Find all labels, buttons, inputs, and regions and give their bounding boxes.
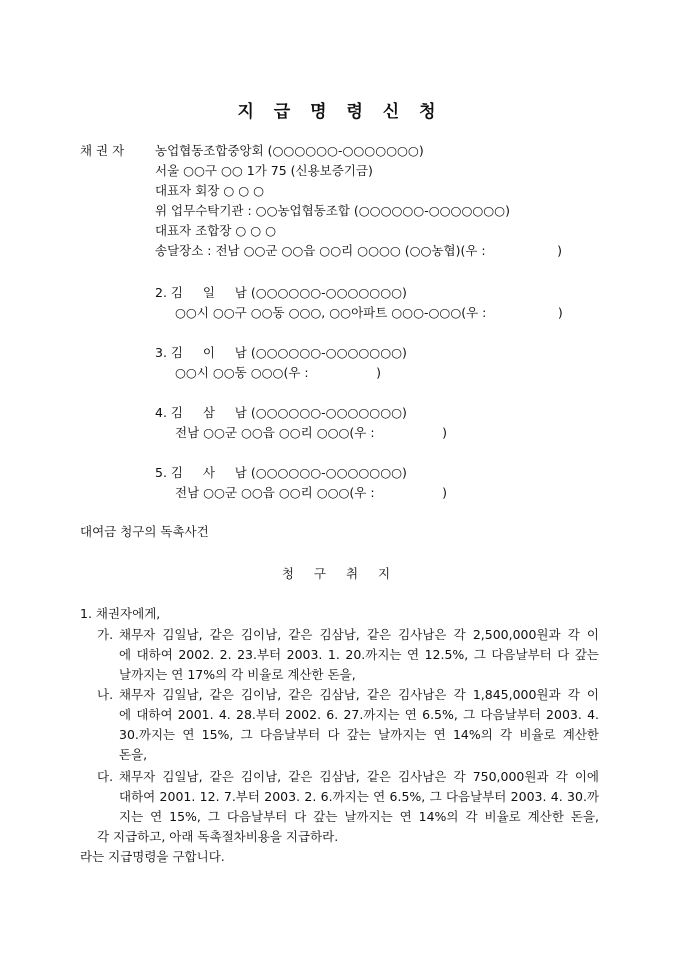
claim-item-marker: 가. bbox=[97, 627, 114, 642]
claim-item-line: 지는 연 15%, 그 다음날부터 다 갚는 날까지는 연 14%의 각 비율로 계산한 돈을, bbox=[119, 809, 599, 824]
debtor-name: 4. 김 삼 남 (○○○○○○-○○○○○○○) bbox=[155, 405, 407, 420]
creditor-label: 채 권 자 bbox=[80, 143, 125, 158]
claim-item-line: 채무자 김일남, 같은 김이남, 같은 김삼남, 같은 김사남은 각 2,500,000원과 각 이 bbox=[119, 627, 599, 642]
debtor-name: 2. 김 일 남 (○○○○○○-○○○○○○○) bbox=[155, 285, 407, 300]
debtor-name: 3. 김 이 남 (○○○○○○-○○○○○○○) bbox=[155, 345, 407, 360]
debtor-address: ○○시 ○○구 ○○동 ○○○, ○○아파트 ○○○-○○○(우 : ) bbox=[175, 305, 563, 320]
claim-item-line: 30.까지는 연 15%, 그 다음날부터 다 갚는 날까지는 연 14%의 각 비율로 계산한 bbox=[119, 727, 599, 742]
creditor-line: 대표자 회장 ○ ○ ○ bbox=[155, 183, 264, 198]
debtor-address: ○○시 ○○동 ○○○(우 : ) bbox=[175, 365, 382, 380]
case-name: 대여금 청구의 독촉사건 bbox=[80, 524, 209, 539]
debtor-name: 5. 김 사 남 (○○○○○○-○○○○○○○) bbox=[155, 465, 407, 480]
claim-closing: 각 지급하고, 아래 독촉절차비용을 지급하라. bbox=[97, 829, 339, 844]
creditor-line: 대표자 조합장 ○ ○ ○ bbox=[155, 223, 277, 238]
debtor-address: 전남 ○○군 ○○읍 ○○리 ○○○(우 : ) bbox=[175, 485, 447, 500]
claim-item-line: 에 대하여 2002. 2. 23.부터 2003. 1. 20.까지는 연 12.5%, 그 다음날부터 다 갚는 bbox=[119, 647, 599, 662]
creditor-line: 송달장소 : 전남 ○○군 ○○읍 ○○리 ○○○○ (○○농협)(우 : ) bbox=[155, 243, 563, 258]
creditor-line: 농업협동조합중앙회 (○○○○○○-○○○○○○○) bbox=[155, 143, 424, 158]
claim-item-marker: 다. bbox=[97, 769, 114, 784]
claim-heading: 청 구 취 지 bbox=[281, 566, 399, 581]
creditor-line: 서울 ○○구 ○○ 1가 75 (신용보증기금) bbox=[155, 163, 373, 178]
claim-intro: 1. 채권자에게, bbox=[80, 606, 161, 621]
claim-item-line: 대하여 2001. 12. 7.부터 2003. 2. 6.까지는 연 6.5%, 그 다음날부터 2003. 4. 30.까 bbox=[119, 789, 599, 804]
claim-item-line: 채무자 김일남, 같은 김이남, 같은 김삼남, 같은 김사남은 각 1,845,000원과 각 이 bbox=[119, 687, 599, 702]
claim-item-marker: 나. bbox=[97, 687, 114, 702]
debtor-address: 전남 ○○군 ○○읍 ○○리 ○○○(우 : ) bbox=[175, 425, 447, 440]
claim-request: 라는 지급명령을 구합니다. bbox=[80, 849, 225, 864]
creditor-line: 위 업무수탁기관 : ○○농업협동조합 (○○○○○○-○○○○○○○) bbox=[155, 203, 510, 218]
claim-item-line: 에 대하여 2001. 4. 28.부터 2002. 6. 27.까지는 연 6.5%, 그 다음날부터 2003. 4. bbox=[119, 707, 599, 722]
page-title: 지 급 명 령 신 청 bbox=[237, 102, 443, 122]
claim-item-line: 날까지는 연 17%의 각 비율로 계산한 돈을, bbox=[119, 667, 356, 682]
claim-item-line: 채무자 김일남, 같은 김이남, 같은 김삼남, 같은 김사남은 각 750,000원과 각 이에 bbox=[119, 769, 599, 784]
claim-item-line: 돈을, bbox=[119, 747, 148, 762]
